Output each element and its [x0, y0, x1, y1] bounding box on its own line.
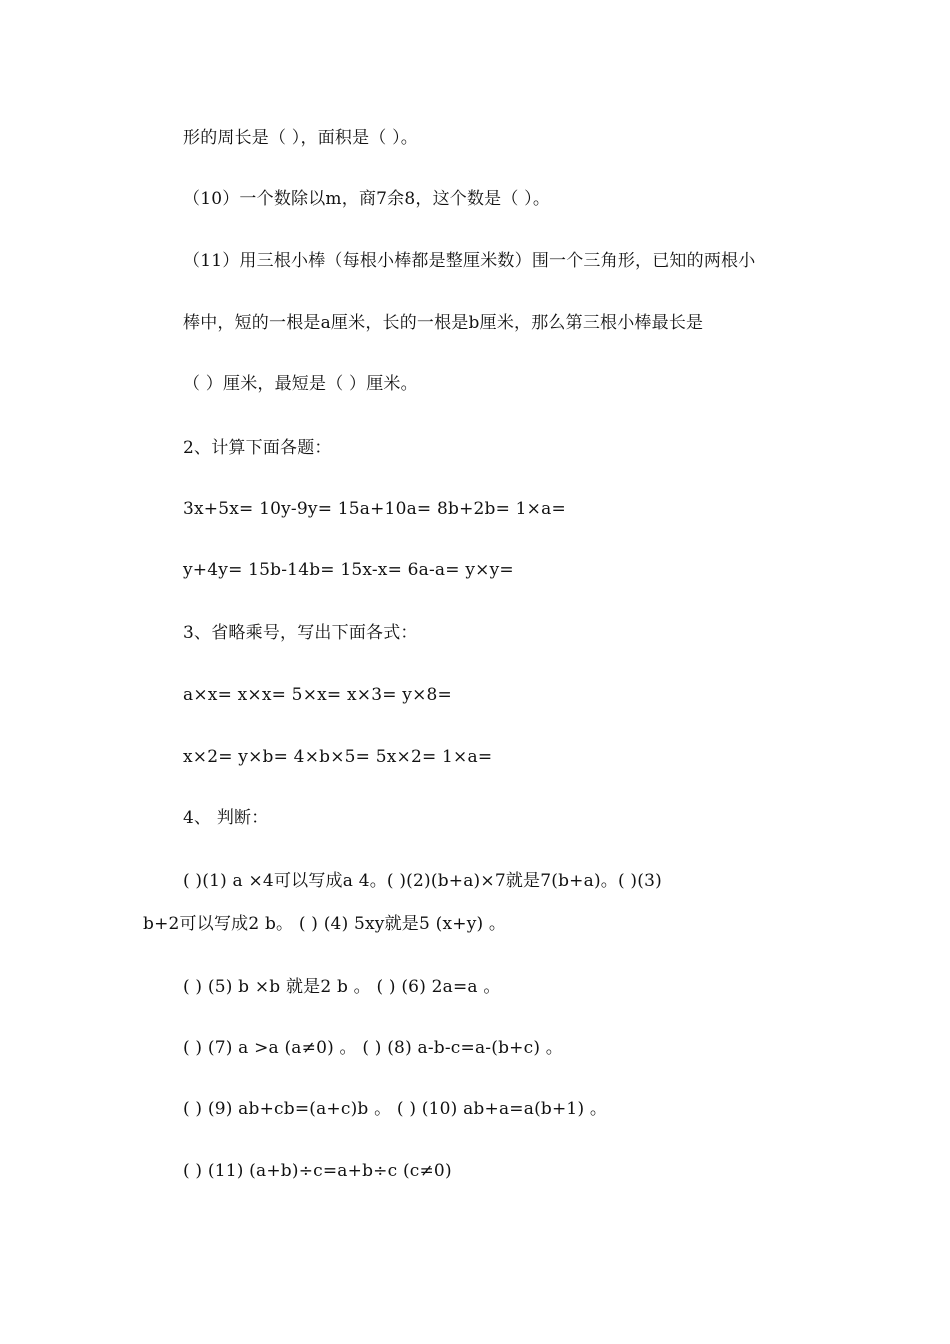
calc-row-1: 3x+5x= 10y-9y= 15a+10a= 8b+2b= 1×a=: [183, 499, 566, 519]
section-3-heading: 3、省略乘号，写出下面各式：: [183, 623, 418, 643]
omit-row-2: x×2= y×b= 4×b×5= 5x×2= 1×a=: [183, 747, 493, 767]
question-11-line-2: 棒中，短的一根是a厘米，长的一根是b厘米，那么第三根小棒最长是: [183, 313, 704, 333]
section-2-heading: 2、计算下面各题：: [183, 438, 332, 458]
judge-line-5: ( ) (9) ab+cb=(a+c)b 。 ( ) (10) ab+a=a(b+1) 。: [183, 1099, 608, 1119]
judge-line-4: ( ) (7) a >a (a≠0) 。 ( ) (8) a-b-c=a-(b+c) 。: [183, 1038, 563, 1058]
question-11-line-1: （11）用三根小棒（每根小棒都是整厘米数）围一个三角形，已知的两根小: [183, 251, 756, 271]
question-11-line-3: （ ）厘米，最短是（ ）厘米。: [183, 374, 418, 394]
calc-row-2: y+4y= 15b-14b= 15x-x= 6a-a= y×y=: [183, 560, 514, 580]
question-10-line: （10）一个数除以m，商7余8，这个数是（ ）。: [183, 189, 551, 209]
judge-line-6: ( ) (11) (a+b)÷c=a+b÷c (c≠0): [183, 1161, 452, 1181]
text-line-1: 形的周长是（ ），面积是（ ）。: [183, 128, 419, 148]
judge-line-3: ( ) (5) b ×b 就是2 b 。 ( ) (6) 2a=a 。: [183, 977, 501, 997]
judge-line-2: b+2可以写成2 b。 ( ) (4) 5xy就是5 (x+y) 。: [143, 914, 507, 934]
omit-row-1: a×x= x×x= 5×x= x×3= y×8=: [183, 685, 452, 705]
judge-line-1: ( )(1) a ×4可以写成a 4。( )(2)(b+a)×7就是7(b+a)。( )(3): [183, 871, 662, 891]
section-4-heading: 4、 判断：: [183, 808, 269, 828]
